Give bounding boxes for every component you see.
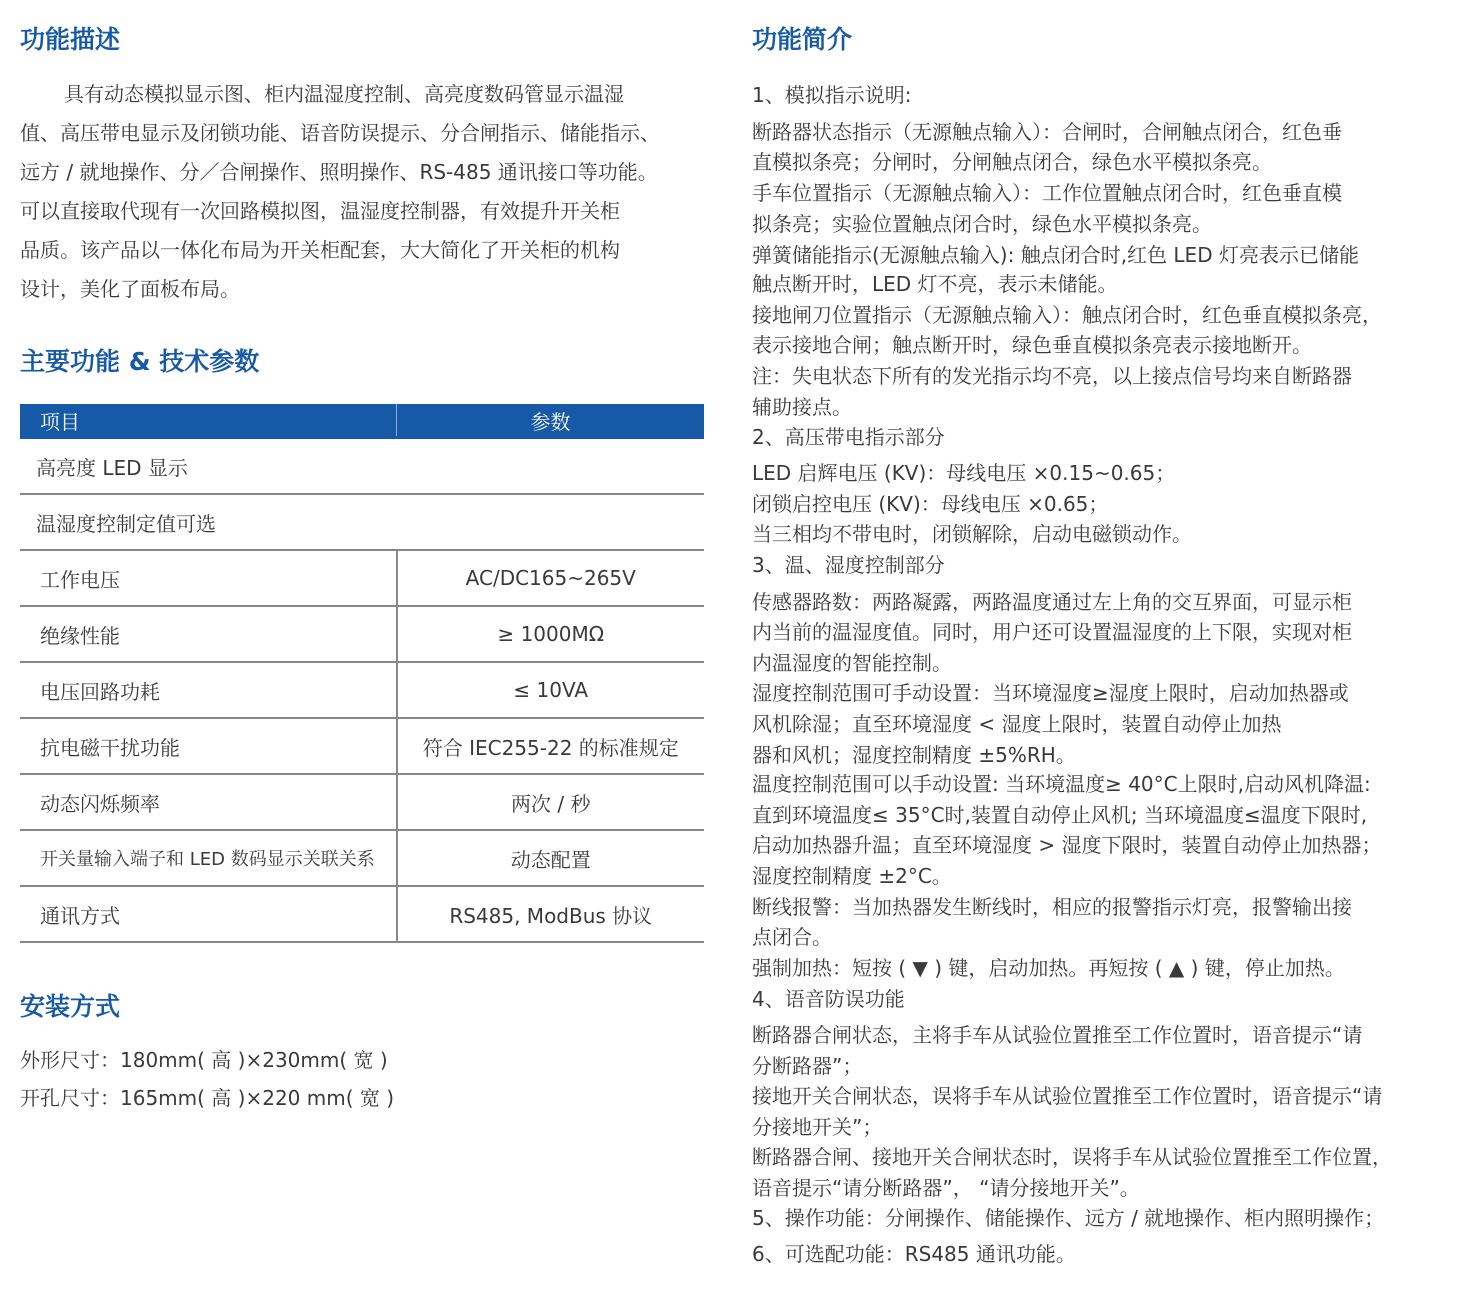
table-cell-item: 工作电压 xyxy=(20,550,397,606)
intro-line: 触点断开时，LED 灯不亮，表示未储能。 xyxy=(752,272,1118,296)
intro-line: 4、语音防误功能 xyxy=(752,987,905,1011)
intro-line: LED 启辉电压 (KV)：母线电压 ×0.15~0.65； xyxy=(752,461,1176,485)
intro-line: 直到环境温度≤ 35°C时,装置自动停止风机; 当环境温度≤温度下限时, xyxy=(752,803,1368,827)
intro-line: 语音提示“请分断路器”， “请分接地开关”。 xyxy=(752,1176,1140,1200)
intro-line: 内温湿度的智能控制。 xyxy=(752,651,952,675)
intro-line: 注：失电状态下所有的发光指示均不亮，以上接点信号均来自断路器 xyxy=(752,364,1352,388)
section-title-intro: 功能简介 xyxy=(752,25,853,54)
intro-line: 温度控制范围可以手动设置: 当环境温度≥ 40°C上限时,启动风机降温: xyxy=(752,772,1371,796)
install-line-cutout: 开孔尺寸：165mm( 高 )×220 mm( 宽 ) xyxy=(20,1086,395,1110)
desc-line: 设计，美化了面板布局。 xyxy=(20,277,240,301)
intro-line: 弹簧储能指示(无源触点输入): 触点闭合时,红色 LED 灯亮表示已储能 xyxy=(752,243,1359,267)
header-param: 参数 xyxy=(397,404,705,438)
table-cell-item: 绝缘性能 xyxy=(20,606,397,662)
section-title-description: 功能描述 xyxy=(20,25,121,54)
intro-line: 5、操作功能：分闸操作、储能操作、远方 / 就地操作、柜内照明操作； xyxy=(752,1206,1385,1230)
table-row xyxy=(20,550,704,606)
intro-line: 断路器合闸、接地开关合闸状态时，误将手车从试验位置推至工作位置， xyxy=(752,1145,1392,1169)
intro-line: 接地开关合闸状态，误将手车从试验位置推至工作位置时，语音提示“请 xyxy=(752,1084,1383,1108)
desc-line: 远方 / 就地操作、分／合闸操作、照明操作、RS-485 通讯接口等功能。 xyxy=(20,160,658,184)
table-cell-param: ≥ 1000MΩ xyxy=(397,606,705,662)
intro-line: 湿度控制范围可手动设置：当环境湿度≥湿度上限时，启动加热器或 xyxy=(752,681,1349,705)
intro-line: 湿度控制精度 ±2°C。 xyxy=(752,864,952,888)
intro-line: 断路器合闸状态，主将手车从试验位置推至工作位置时，语音提示“请 xyxy=(752,1023,1363,1047)
intro-line: 3、温、湿度控制部分 xyxy=(752,553,945,577)
table-row xyxy=(20,494,704,550)
table-row xyxy=(20,774,704,830)
intro-line: 点闭合。 xyxy=(752,925,832,949)
intro-line: 分断路器”； xyxy=(752,1054,863,1078)
intro-line: 当三相均不带电时，闭锁解除，启动电磁锁动作。 xyxy=(752,522,1192,546)
desc-line: 品质。该产品以一体化布局为开关柜配套，大大简化了开关柜的机构 xyxy=(20,238,620,262)
table-row xyxy=(20,718,704,774)
table-cell-param: RS485, ModBus 协议 xyxy=(397,886,705,942)
table-row xyxy=(20,438,704,495)
table-cell-param: 动态配置 xyxy=(397,830,705,886)
desc-line: 可以直接取代现有一次回路模拟图，温湿度控制器，有效提升开关柜 xyxy=(20,199,620,223)
spec-table xyxy=(20,404,704,943)
intro-line: 6、可选配功能：RS485 通讯功能。 xyxy=(752,1242,1076,1266)
install-info xyxy=(20,1041,394,1117)
intro-line: 接地闸刀位置指示（无源触点输入）：触点闭合时，红色垂直模拟条亮， xyxy=(752,303,1382,327)
desc-line: 值、高压带电显示及闭锁功能、语音防误提示、分合闸指示、储能指示、 xyxy=(20,121,660,145)
table-cell-item: 开关量输入端子和 LED 数码显示关联关系 xyxy=(20,830,397,886)
table-cell: 高亮度 LED 显示 xyxy=(20,438,704,495)
header-item: 项目 xyxy=(20,404,397,438)
section-title-specs: 主要功能 & 技术参数 xyxy=(20,347,260,376)
intro-line: 分接地开关”； xyxy=(752,1115,883,1139)
table-header-row xyxy=(20,404,704,438)
intro-line: 内当前的温湿度值。同时，用户还可设置温湿度的上下限，实现对柜 xyxy=(752,620,1352,644)
table-cell-item: 抗电磁干扰功能 xyxy=(20,718,397,774)
table-cell-param: 两次 / 秒 xyxy=(397,774,705,830)
section-title-install: 安装方式 xyxy=(20,992,121,1021)
table-cell-param: ≤ 10VA xyxy=(397,662,705,718)
table-cell-item: 电压回路功耗 xyxy=(20,662,397,718)
intro-line: 启动加热器升温；直至环境湿度 > 湿度下限时，装置自动停止加热器； xyxy=(752,833,1382,857)
intro-line: 辅助接点。 xyxy=(752,395,852,419)
install-line-outer: 外形尺寸：180mm( 高 )×230mm( 宽 ) xyxy=(20,1048,388,1072)
table-row xyxy=(20,886,704,942)
description-paragraph xyxy=(20,75,704,309)
intro-line: 直模拟条亮；分闸时，分闸触点闭合，绿色水平模拟条亮。 xyxy=(752,150,1272,174)
table-row xyxy=(20,662,704,718)
intro-line: 表示接地合闸；触点断开时，绿色垂直模拟条亮表示接地断开。 xyxy=(752,333,1312,357)
table-cell: 温湿度控制定值可选 xyxy=(20,494,704,550)
intro-line: 拟条亮；实验位置触点闭合时，绿色水平模拟条亮。 xyxy=(752,212,1212,236)
intro-line: 传感器路数：两路凝露，两路温度通过左上角的交互界面，可显示柜 xyxy=(752,590,1352,614)
intro-line: 2、高压带电指示部分 xyxy=(752,425,945,449)
table-row xyxy=(20,830,704,886)
table-cell-param: 符合 IEC255-22 的标准规定 xyxy=(397,718,705,774)
intro-line: 闭锁启控电压 (KV)：母线电压 ×0.65； xyxy=(752,492,1109,516)
table-cell-param: AC/DC165~265V xyxy=(397,550,705,606)
table-cell-item: 通讯方式 xyxy=(20,886,397,942)
table-cell-item: 动态闪烁频率 xyxy=(20,774,397,830)
intro-line: 手车位置指示（无源触点输入）：工作位置触点闭合时，红色垂直模 xyxy=(752,181,1342,205)
table-row xyxy=(20,606,704,662)
intro-line: 1、模拟指示说明: xyxy=(752,83,912,107)
intro-line: 强制加热：短按 ( ▼ ) 键，启动加热。再短按 ( ▲ ) 键，停止加热。 xyxy=(752,956,1345,980)
intro-line: 断路器状态指示（无源触点输入）：合闸时，合闸触点闭合，红色垂 xyxy=(752,120,1342,144)
intro-line: 风机除湿；直至环境湿度 < 湿度上限时，装置自动停止加热 xyxy=(752,712,1282,736)
intro-line: 断线报警：当加热器发生断线时，相应的报警指示灯亮，报警输出接 xyxy=(752,895,1352,919)
desc-line: 具有动态模拟显示图、柜内温湿度控制、高亮度数码管显示温湿 xyxy=(64,82,624,106)
intro-line: 器和风机；湿度控制精度 ±5%RH。 xyxy=(752,743,1076,767)
